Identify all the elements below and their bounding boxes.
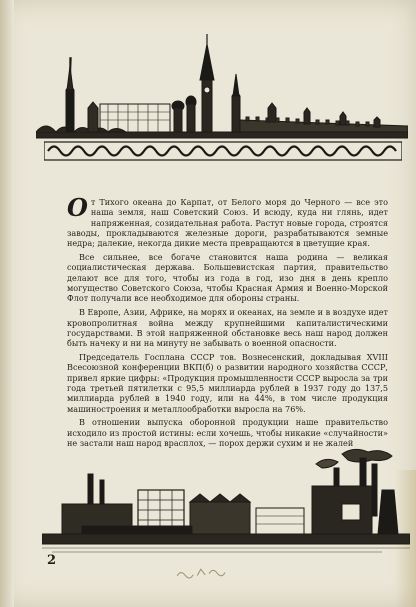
page-spine-edge [0,0,14,607]
drop-cap: О [67,193,88,222]
page-number: 2 [47,553,57,568]
article-body [67,193,388,452]
article-paragraph: Председатель Госплана СССР тов. Вознесенский, докладывая XVIII Всесоюзной конференции ВКП(б) о развитии народного хозяйства СССР, привел яркие цифры: «Продукция промышленности СССР выросла за три года третьей пятилетки с 95,5 миллиарда рублей в 1937 году до 137,5 миллиарда рублей в 1940 году, или на 44%, в том числе продукция машиностроения и металлообработки выросла на 76%. [67,351,388,414]
paragraph-text: т Тихого океана до Карпат, от Белого моря до Черного — все это наша земля, наш Советский Союз. И всюду, куда ни глянь, идет напряженная, созидательная работа. Растут новые города, строятся заводы, прокладываются железные дороги, разрабатываются земные недра; далекие, некогда дикие места превращаются в цветущие края. [67,197,388,249]
wave-ornament-divider [44,140,402,162]
article-paragraph: В отношении выпуска оборонной продукции наше правительство исходило из простой истины: если хочешь, чтобы никакие «случайности» не застали наш народ врасплох, — порох держи сухим и не жалей [67,417,388,449]
article-paragraph [67,193,388,249]
article-paragraph: В Европе, Азии, Африке, на морях и океанах, на земле и в воздухе идет кровопролитная война между крупнейшими капиталистическими государствами. В этой напряженной обстановке весь наш народ должен быть начеку и ни на минуту не забывать о военной опасности. [67,307,388,349]
archive-stamp-mark [175,564,234,580]
article-paragraph: Все сильнее, все богаче становится наша родина — великая социалистическая держава. Большевистская партия, правительство делают все для того, чтобы из года в год, изо дня в день крепло могущество Советского Союза, чтобы Красная Армия и Военно-Морской Флот получали все необходимое для обороны страны. [67,252,388,304]
industrial-factory-illustration [42,446,410,558]
